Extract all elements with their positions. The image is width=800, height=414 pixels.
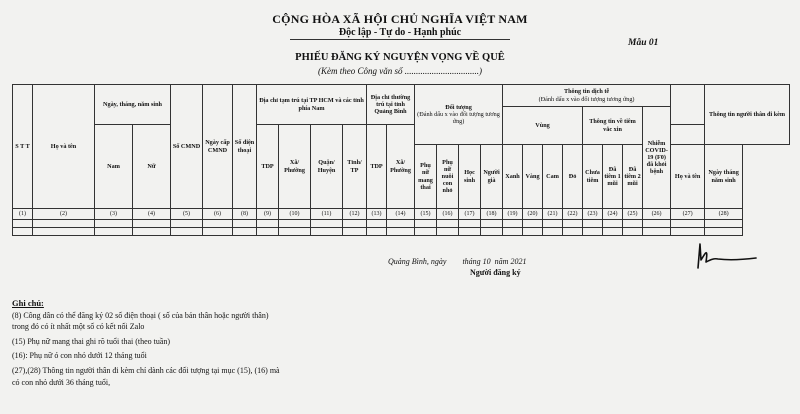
col-stt: S T T xyxy=(13,85,33,209)
note-line: trong đó có ít nhất một số có kết nối Zalo xyxy=(12,322,145,331)
col-cmnd: Số CMND xyxy=(171,85,203,209)
note-line: (27),(28) Thông tin người thân đi kèm chỉ dành các đối tượng tại mục (15), (16) mà xyxy=(12,366,280,375)
col-phone: Số điện thoại xyxy=(233,85,257,209)
col-number: (12) xyxy=(343,209,367,220)
col-number: (23) xyxy=(583,209,603,220)
col-number: (24) xyxy=(603,209,623,220)
blank-row xyxy=(13,220,790,228)
col-green: Xanh xyxy=(503,145,523,209)
col-province: Tỉnh/ TP xyxy=(343,125,367,209)
note-line: (8) Công dân có thể đăng ký 02 số điện thoại ( số của bản thân hoặc người thân) xyxy=(12,311,269,320)
target-label: Đối tượng xyxy=(445,103,472,111)
col-student: Học sinh xyxy=(459,145,481,209)
col-dob: Ngày, tháng, năm sinh xyxy=(95,85,171,125)
col-number: (10) xyxy=(279,209,311,220)
col-target xyxy=(415,85,503,145)
col-yellow: Vàng xyxy=(523,145,543,209)
col-number: (8) xyxy=(233,209,257,220)
signer-role: Người đăng ký xyxy=(470,268,521,277)
col-cmnd-date: Ngày cấp CMND xyxy=(203,85,233,209)
col-red: Đỏ xyxy=(563,145,583,209)
col-qb-address: Địa chỉ thường trú tại tỉnh Quảng Bình xyxy=(367,85,415,125)
col-rel-dob: Ngày tháng năm sinh xyxy=(705,145,743,209)
col-number: (26) xyxy=(643,209,671,220)
epi-label: Thông tin dịch tễ xyxy=(563,88,610,96)
registration-table xyxy=(12,84,790,236)
col-hcm-address: Địa chỉ tạm trú tại TP HCM và các tỉnh phía Nam xyxy=(257,85,367,125)
col-nursing: Phụ nữ nuôi con nhỏ xyxy=(437,145,459,209)
col-number: (20) xyxy=(523,209,543,220)
col-number: (16) xyxy=(437,209,459,220)
col-covid: Nhiễm COVID-19 (F0) đã khỏi bệnh xyxy=(643,107,671,209)
col-number: (2) xyxy=(33,209,95,220)
motto-underline xyxy=(290,39,510,40)
col-number: (5) xyxy=(171,209,203,220)
col-female: Nữ xyxy=(133,125,171,209)
col-rel-name: Họ và tên xyxy=(671,145,705,209)
col-number: (14) xyxy=(387,209,415,220)
col-number: (6) xyxy=(203,209,233,220)
form-subtitle: (Kèm theo Công văn số .................................) xyxy=(318,66,482,76)
col-dose2: Đã tiêm 2 mũi xyxy=(623,145,643,209)
col-unvax: Chưa tiêm xyxy=(583,145,603,209)
col-number: (28) xyxy=(705,209,743,220)
note-line: (16): Phụ nữ ó con nhỏ dưới 12 tháng tuổi xyxy=(12,351,147,360)
col-epi-blank xyxy=(671,85,705,125)
col-orange: Cam xyxy=(543,145,563,209)
place-date: Quảng Bình, ngày tháng 10 năm 2021 xyxy=(388,257,527,266)
col-district: Quận/ Huyện xyxy=(311,125,343,209)
col-relative: Thông tin người thân đi kèm xyxy=(705,85,790,145)
col-number: (9) xyxy=(257,209,279,220)
form-number: Mẫu 01 xyxy=(628,38,659,48)
note-line: (15) Phụ nữ mang thai ghi rõ tuổi thai (theo tuần) xyxy=(12,337,171,346)
epi-note: (Đánh dấu x vào đối tượng tương ứng) xyxy=(538,95,635,103)
col-number: (15) xyxy=(415,209,437,220)
col-vax: Thông tin về tiêm vắc xin xyxy=(583,107,643,145)
col-elderly: Người già xyxy=(481,145,503,209)
col-number: (21) xyxy=(543,209,563,220)
col-zone: Vùng xyxy=(503,107,583,145)
col-ward2: Xã/ Phường xyxy=(387,125,415,209)
col-dose1: Đã tiêm 1 mũi xyxy=(603,145,623,209)
column-number-row xyxy=(13,209,790,220)
col-number: (19) xyxy=(503,209,523,220)
col-number: (13) xyxy=(367,209,387,220)
form-title: PHIẾU ĐĂNG KÝ NGUYỆN VỌNG VỀ QUÊ xyxy=(295,52,505,63)
col-number: (1) xyxy=(13,209,33,220)
col-tdp2: TDP xyxy=(367,125,387,209)
country-header: CỘNG HÒA XÃ HỘI CHỦ NGHĨA VIỆT NAM xyxy=(272,12,528,26)
blank-row xyxy=(13,228,790,236)
target-note: (Đánh dấu x vào đối tượng tương ứng) xyxy=(417,110,500,126)
col-ward: Xã/ Phường xyxy=(279,125,311,209)
col-number: (17) xyxy=(459,209,481,220)
col-number: (11) xyxy=(311,209,343,220)
col-number: (3) xyxy=(95,209,133,220)
col-pregnant: Phụ nữ mang thai xyxy=(415,145,437,209)
motto: Độc lập - Tự do - Hạnh phúc xyxy=(338,27,462,38)
col-male: Nam xyxy=(95,125,133,209)
col-epi xyxy=(503,85,671,107)
col-tdp: TDP xyxy=(257,125,279,209)
note-line: có con nhỏ dưới 36 tháng tuổi, xyxy=(12,378,111,387)
notes-title: Ghi chú: xyxy=(12,298,44,308)
col-number: (4) xyxy=(133,209,171,220)
handwritten-signature xyxy=(692,238,762,272)
col-number: (25) xyxy=(623,209,643,220)
col-number: (22) xyxy=(563,209,583,220)
col-name: Họ và tên xyxy=(33,85,95,209)
col-number: (18) xyxy=(481,209,503,220)
col-number: (27) xyxy=(671,209,705,220)
